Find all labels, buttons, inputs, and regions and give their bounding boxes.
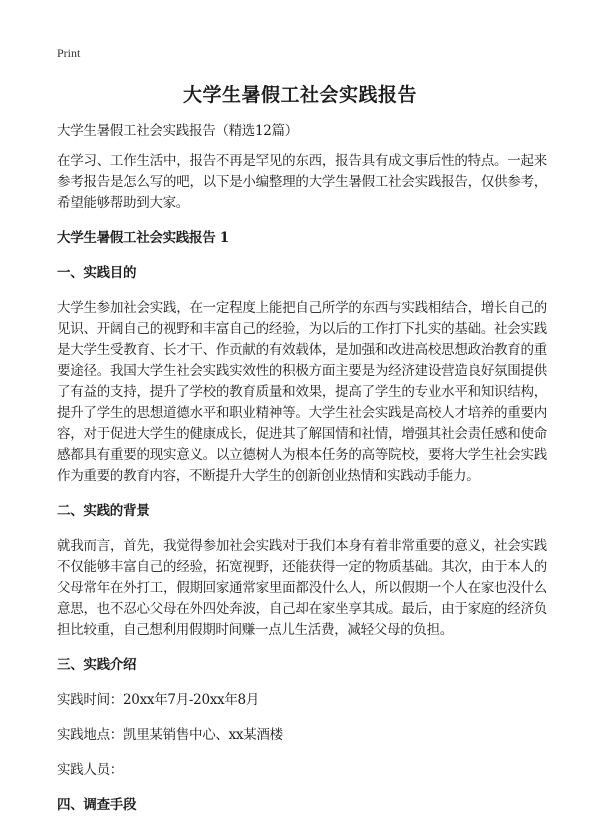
page-title: 大学生暑假工社会实践报告	[182, 84, 417, 106]
print-link[interactable]: Print	[57, 46, 81, 60]
practice-place: 实践地点：凯里某销售中心、xx某酒楼	[57, 727, 283, 743]
section-heading-introduction: 三、实践介绍	[57, 657, 137, 673]
practice-people: 实践人员：	[57, 762, 123, 778]
intro-paragraph: 在学习、工作生活中，报告不再是罕见的东西，报告具有成文事后性的特点。一起来参考报告是怎么写的吧，以下是小编整理的大学生暑假工社会实践报告，仅供参考，希望能够帮助到大家。	[57, 153, 547, 211]
report-heading: 大学生暑假工社会实践报告 1	[57, 230, 229, 246]
section-body-purpose: 大学生参加社会实践，在一定程度上能把自己所学的东西与实践相结合，增长自己的见识、开阔自己的视野和丰富自己的经验，为以后的工作打下扎实的基础。社会实践是大学生受教育、长才干、作贡献的有效载体，是加强和改进高校思想政治教育的重要途径。我国大学生社会实践实效性的积极方面主要是为经济建设营造良好氛围提供了有益的支持，提升了学校的教育质量和效果，提高了学生的专业水平和知识结构，提升了学生的思想道德水平和职业精神等。大学生社会实践是高校人才培养的重要内容，对于促进大学生的健康成长，促进其了解国情和社情，增强其社会责任感和使命感都具有重要的现实意义。以立德树人为根本任务的高等院校，要将大学生社会实践作为重要的教育内容，不断提升大学生的创新创业热情和实践动手能力。	[57, 300, 547, 484]
document-subtitle: 大学生暑假工社会实践报告（精选12篇）	[57, 123, 298, 139]
section-heading-methods: 四、调查手段	[57, 797, 137, 813]
document-body	[57, 121, 547, 830]
section-heading-purpose: 一、实践目的	[57, 265, 137, 281]
section-heading-background: 二、实践的背景	[57, 503, 150, 519]
practice-time: 实践时间：20xx年7月-20xx年8月	[57, 692, 260, 708]
section-body-background: 就我而言，首先，我觉得参加社会实践对于我们本身有着非常重要的意义，社会实践不仅能够丰富自己的经验，拓宽视野，还能获得一定的物质基础。其次，由于本人的父母常年在外打工，假期回家通常家里面都没什么人，所以假期一个人在家也没什么意思，也不忍心父母在外四处奔波，自己却在家坐享其成。最后，由于家庭的经济负担比较重，自己想利用假期时间赚一点儿生活费，减轻父母的负担。	[57, 538, 547, 638]
